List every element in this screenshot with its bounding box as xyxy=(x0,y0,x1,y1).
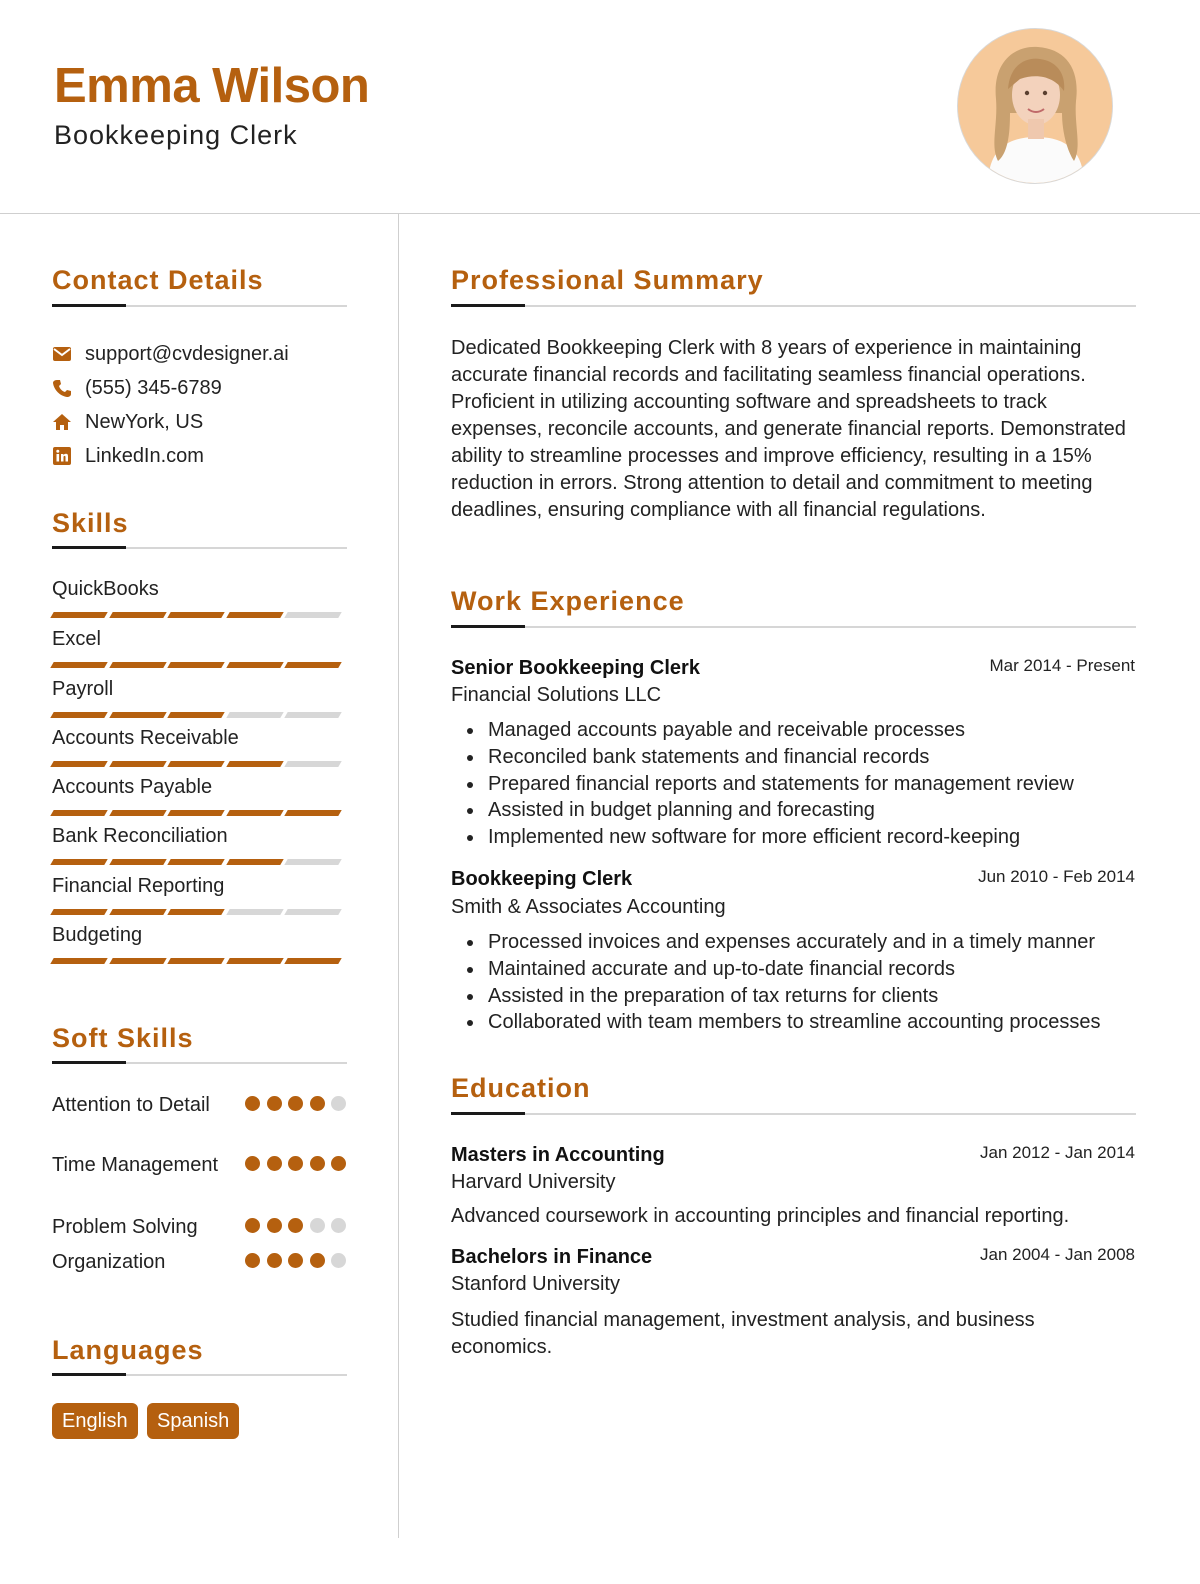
rating-segment-empty xyxy=(284,859,341,865)
rating-segment-filled xyxy=(50,761,107,767)
soft-skill-item xyxy=(52,1152,347,1179)
contact-email[interactable] xyxy=(52,341,289,367)
title-accent xyxy=(451,1112,525,1115)
rating-segment-filled xyxy=(50,712,107,718)
candidate-name: Emma Wilson xyxy=(54,59,370,113)
candidate-role: Bookkeeping Clerk xyxy=(54,120,298,150)
rating-segment-filled xyxy=(50,958,107,964)
school-name: Stanford University xyxy=(451,1273,620,1295)
skill-level-bar xyxy=(52,662,347,668)
job-bullets xyxy=(465,717,1145,851)
rating-segment-filled xyxy=(167,662,224,668)
summary-section-title: Professional Summary xyxy=(451,265,764,295)
skill-name: Excel xyxy=(52,628,101,650)
rating-segment-filled xyxy=(50,612,107,618)
education-dates: Jan 2004 - Jan 2008 xyxy=(979,1245,1135,1264)
skill-name: Financial Reporting xyxy=(52,875,225,897)
rating-dot-filled xyxy=(310,1156,325,1171)
skill-item xyxy=(52,824,347,865)
experience-section-title: Work Experience xyxy=(451,586,685,616)
rating-segment-filled xyxy=(109,712,166,718)
soft-skill-item xyxy=(52,1249,347,1276)
skill-name: Payroll xyxy=(52,678,114,700)
rating-segment-filled xyxy=(109,810,166,816)
rating-segment-filled xyxy=(50,859,107,865)
skill-level-bar xyxy=(52,958,347,964)
job-dates: Jun 2010 - Feb 2014 xyxy=(978,867,1135,886)
rating-segment-filled xyxy=(50,810,107,816)
skill-name: Accounts Payable xyxy=(52,776,213,798)
rating-segment-filled xyxy=(226,662,283,668)
soft-skill-name: Attention to Detail xyxy=(52,1094,210,1116)
rating-segment-filled xyxy=(167,761,224,767)
rating-dot-filled xyxy=(245,1156,260,1171)
skill-item xyxy=(52,726,347,767)
contact-phone-text: (555) 345-6789 xyxy=(85,376,222,399)
skill-level-bar xyxy=(52,859,347,865)
rating-dot-empty xyxy=(310,1218,325,1233)
contact-title-rule xyxy=(52,305,347,307)
language-badge: English xyxy=(52,1403,138,1439)
resume-header xyxy=(0,0,1200,214)
rating-segment-filled xyxy=(167,612,224,618)
skill-item xyxy=(52,923,347,964)
rating-dot-filled xyxy=(267,1218,282,1233)
job-bullet: Managed accounts payable and receivable processes xyxy=(465,717,1145,744)
job-title: Senior Bookkeeping Clerk xyxy=(451,657,700,679)
education-description: Studied financial management, investment analysis, and business economics. xyxy=(451,1309,1035,1358)
rating-dot-filled xyxy=(331,1156,346,1171)
rating-dot-filled xyxy=(267,1156,282,1171)
job-bullet: Maintained accurate and up-to-date financial records xyxy=(465,956,1145,983)
skill-item xyxy=(52,775,347,816)
soft-skill-rating xyxy=(245,1253,353,1268)
skill-name: Bank Reconciliation xyxy=(52,825,228,847)
rating-segment-filled xyxy=(226,958,283,964)
soft-skill-name: Time Management xyxy=(52,1154,218,1176)
rating-dot-filled xyxy=(310,1096,325,1111)
rating-dot-filled xyxy=(288,1096,303,1111)
rating-segment-empty xyxy=(284,761,341,767)
job-bullet: Assisted in the preparation of tax returns for clients xyxy=(465,983,1145,1010)
experience-title-rule xyxy=(451,626,1136,628)
language-badge: Spanish xyxy=(147,1403,239,1439)
rating-segment-filled xyxy=(167,958,224,964)
rating-segment-filled xyxy=(167,859,224,865)
skill-name: Accounts Receivable xyxy=(52,727,239,749)
column-divider xyxy=(398,214,399,1538)
rating-segment-filled xyxy=(50,909,107,915)
degree-title: Masters in Accounting xyxy=(451,1144,665,1166)
title-accent xyxy=(451,625,525,628)
job-company: Smith & Associates Accounting xyxy=(451,896,726,918)
skill-item xyxy=(52,577,347,618)
job-dates: Mar 2014 - Present xyxy=(989,656,1135,675)
soft-skill-name: Problem Solving xyxy=(52,1216,198,1238)
soft-skill-rating xyxy=(245,1156,353,1171)
contact-linkedin-text: LinkedIn.com xyxy=(85,444,204,467)
rating-dot-filled xyxy=(267,1253,282,1268)
profile-photo xyxy=(957,28,1113,184)
contact-location xyxy=(52,409,203,435)
contact-location-text: NewYork, US xyxy=(85,410,204,433)
linkedin-icon xyxy=(52,446,72,466)
soft-skills-title-rule xyxy=(52,1062,347,1064)
rating-dot-filled xyxy=(245,1218,260,1233)
job-title: Bookkeeping Clerk xyxy=(451,868,633,890)
rating-segment-filled xyxy=(167,810,224,816)
education-title-rule xyxy=(451,1113,1136,1115)
soft-skill-name: Organization xyxy=(52,1251,166,1273)
rating-segment-filled xyxy=(226,859,283,865)
rating-segment-filled xyxy=(109,909,166,915)
languages-section-title: Languages xyxy=(52,1335,204,1365)
rating-dot-filled xyxy=(310,1253,325,1268)
skill-level-bar xyxy=(52,712,347,718)
job-bullet: Assisted in budget planning and forecasting xyxy=(465,797,1145,824)
soft-skills-section-title: Soft Skills xyxy=(52,1023,194,1053)
education-dates: Jan 2012 - Jan 2014 xyxy=(979,1143,1135,1162)
envelope-icon xyxy=(52,344,72,364)
job-bullets xyxy=(465,929,1145,1036)
job-company: Financial Solutions LLC xyxy=(451,684,662,706)
rating-segment-filled xyxy=(109,612,166,618)
rating-segment-filled xyxy=(226,761,283,767)
rating-segment-filled xyxy=(109,958,166,964)
rating-dot-filled xyxy=(288,1156,303,1171)
soft-skill-rating xyxy=(245,1096,353,1111)
portrait-illustration xyxy=(958,29,1113,184)
rating-segment-filled xyxy=(109,662,166,668)
rating-segment-filled xyxy=(167,909,224,915)
rating-segment-empty xyxy=(284,712,341,718)
title-accent xyxy=(52,1061,126,1064)
school-name: Harvard University xyxy=(451,1171,616,1193)
education-section-title: Education xyxy=(451,1073,591,1103)
contact-phone[interactable] xyxy=(52,375,222,401)
rating-segment-empty xyxy=(226,712,283,718)
summary-text: Dedicated Bookkeeping Clerk with 8 years of experience in maintaining accurate financial records and facilitating seamless financial operations. Proficient in utilizing accounting software and spreadsheets to track expenses, reconcile accounts, and generate financial reports. Demonstrated ability to streamline processes and improve efficiency, resulting in a 15% reduction in errors. Strong attention to detail and commitment to meeting deadlines, ensuring compliance with all financial regulations. xyxy=(451,337,1126,521)
rating-dot-filled xyxy=(288,1218,303,1233)
rating-dot-filled xyxy=(245,1096,260,1111)
rating-segment-filled xyxy=(167,712,224,718)
rating-segment-filled xyxy=(109,761,166,767)
rating-dot-empty xyxy=(331,1096,346,1111)
skill-level-bar xyxy=(52,761,347,767)
skill-level-bar xyxy=(52,612,347,618)
rating-dot-filled xyxy=(288,1253,303,1268)
contact-email-text: support@cvdesigner.ai xyxy=(85,342,289,365)
skills-section-title: Skills xyxy=(52,508,129,538)
rating-dot-filled xyxy=(267,1096,282,1111)
rating-dot-filled xyxy=(245,1253,260,1268)
contact-linkedin[interactable] xyxy=(52,443,204,469)
rating-segment-filled xyxy=(109,859,166,865)
title-accent xyxy=(52,546,126,549)
rating-segment-filled xyxy=(284,958,341,964)
rating-segment-filled xyxy=(226,612,283,618)
degree-title: Bachelors in Finance xyxy=(451,1246,653,1268)
rating-segment-filled xyxy=(284,810,341,816)
rating-segment-filled xyxy=(226,810,283,816)
phone-icon xyxy=(52,378,72,398)
summary-title-rule xyxy=(451,305,1136,307)
home-icon xyxy=(52,412,72,432)
title-accent xyxy=(451,304,525,307)
skill-level-bar xyxy=(52,909,347,915)
skills-title-rule xyxy=(52,547,347,549)
skill-item xyxy=(52,627,347,668)
skill-item xyxy=(52,677,347,718)
skill-level-bar xyxy=(52,810,347,816)
languages-title-rule xyxy=(52,1374,347,1376)
contact-section-title: Contact Details xyxy=(52,265,264,295)
job-bullet: Prepared financial reports and statements for management review xyxy=(465,771,1145,798)
job-bullet: Implemented new software for more efficient record-keeping xyxy=(465,824,1145,851)
soft-skill-item xyxy=(52,1092,347,1119)
rating-segment-filled xyxy=(284,662,341,668)
soft-skill-item xyxy=(52,1214,347,1241)
title-accent xyxy=(52,1373,126,1376)
job-bullet: Reconciled bank statements and financial records xyxy=(465,744,1145,771)
rating-dot-empty xyxy=(331,1253,346,1268)
rating-dot-empty xyxy=(331,1218,346,1233)
title-accent xyxy=(52,304,126,307)
rating-segment-empty xyxy=(226,909,283,915)
rating-segment-filled xyxy=(50,662,107,668)
job-bullet: Processed invoices and expenses accurately and in a timely manner xyxy=(465,929,1145,956)
soft-skill-rating xyxy=(245,1218,353,1233)
skill-name: Budgeting xyxy=(52,924,143,946)
rating-segment-empty xyxy=(284,612,341,618)
rating-segment-empty xyxy=(284,909,341,915)
job-bullet: Collaborated with team members to streamline accounting processes xyxy=(465,1009,1145,1036)
skill-name: QuickBooks xyxy=(52,578,159,600)
skill-item xyxy=(52,874,347,915)
education-description: Advanced coursework in accounting principles and financial reporting. xyxy=(451,1205,1070,1227)
